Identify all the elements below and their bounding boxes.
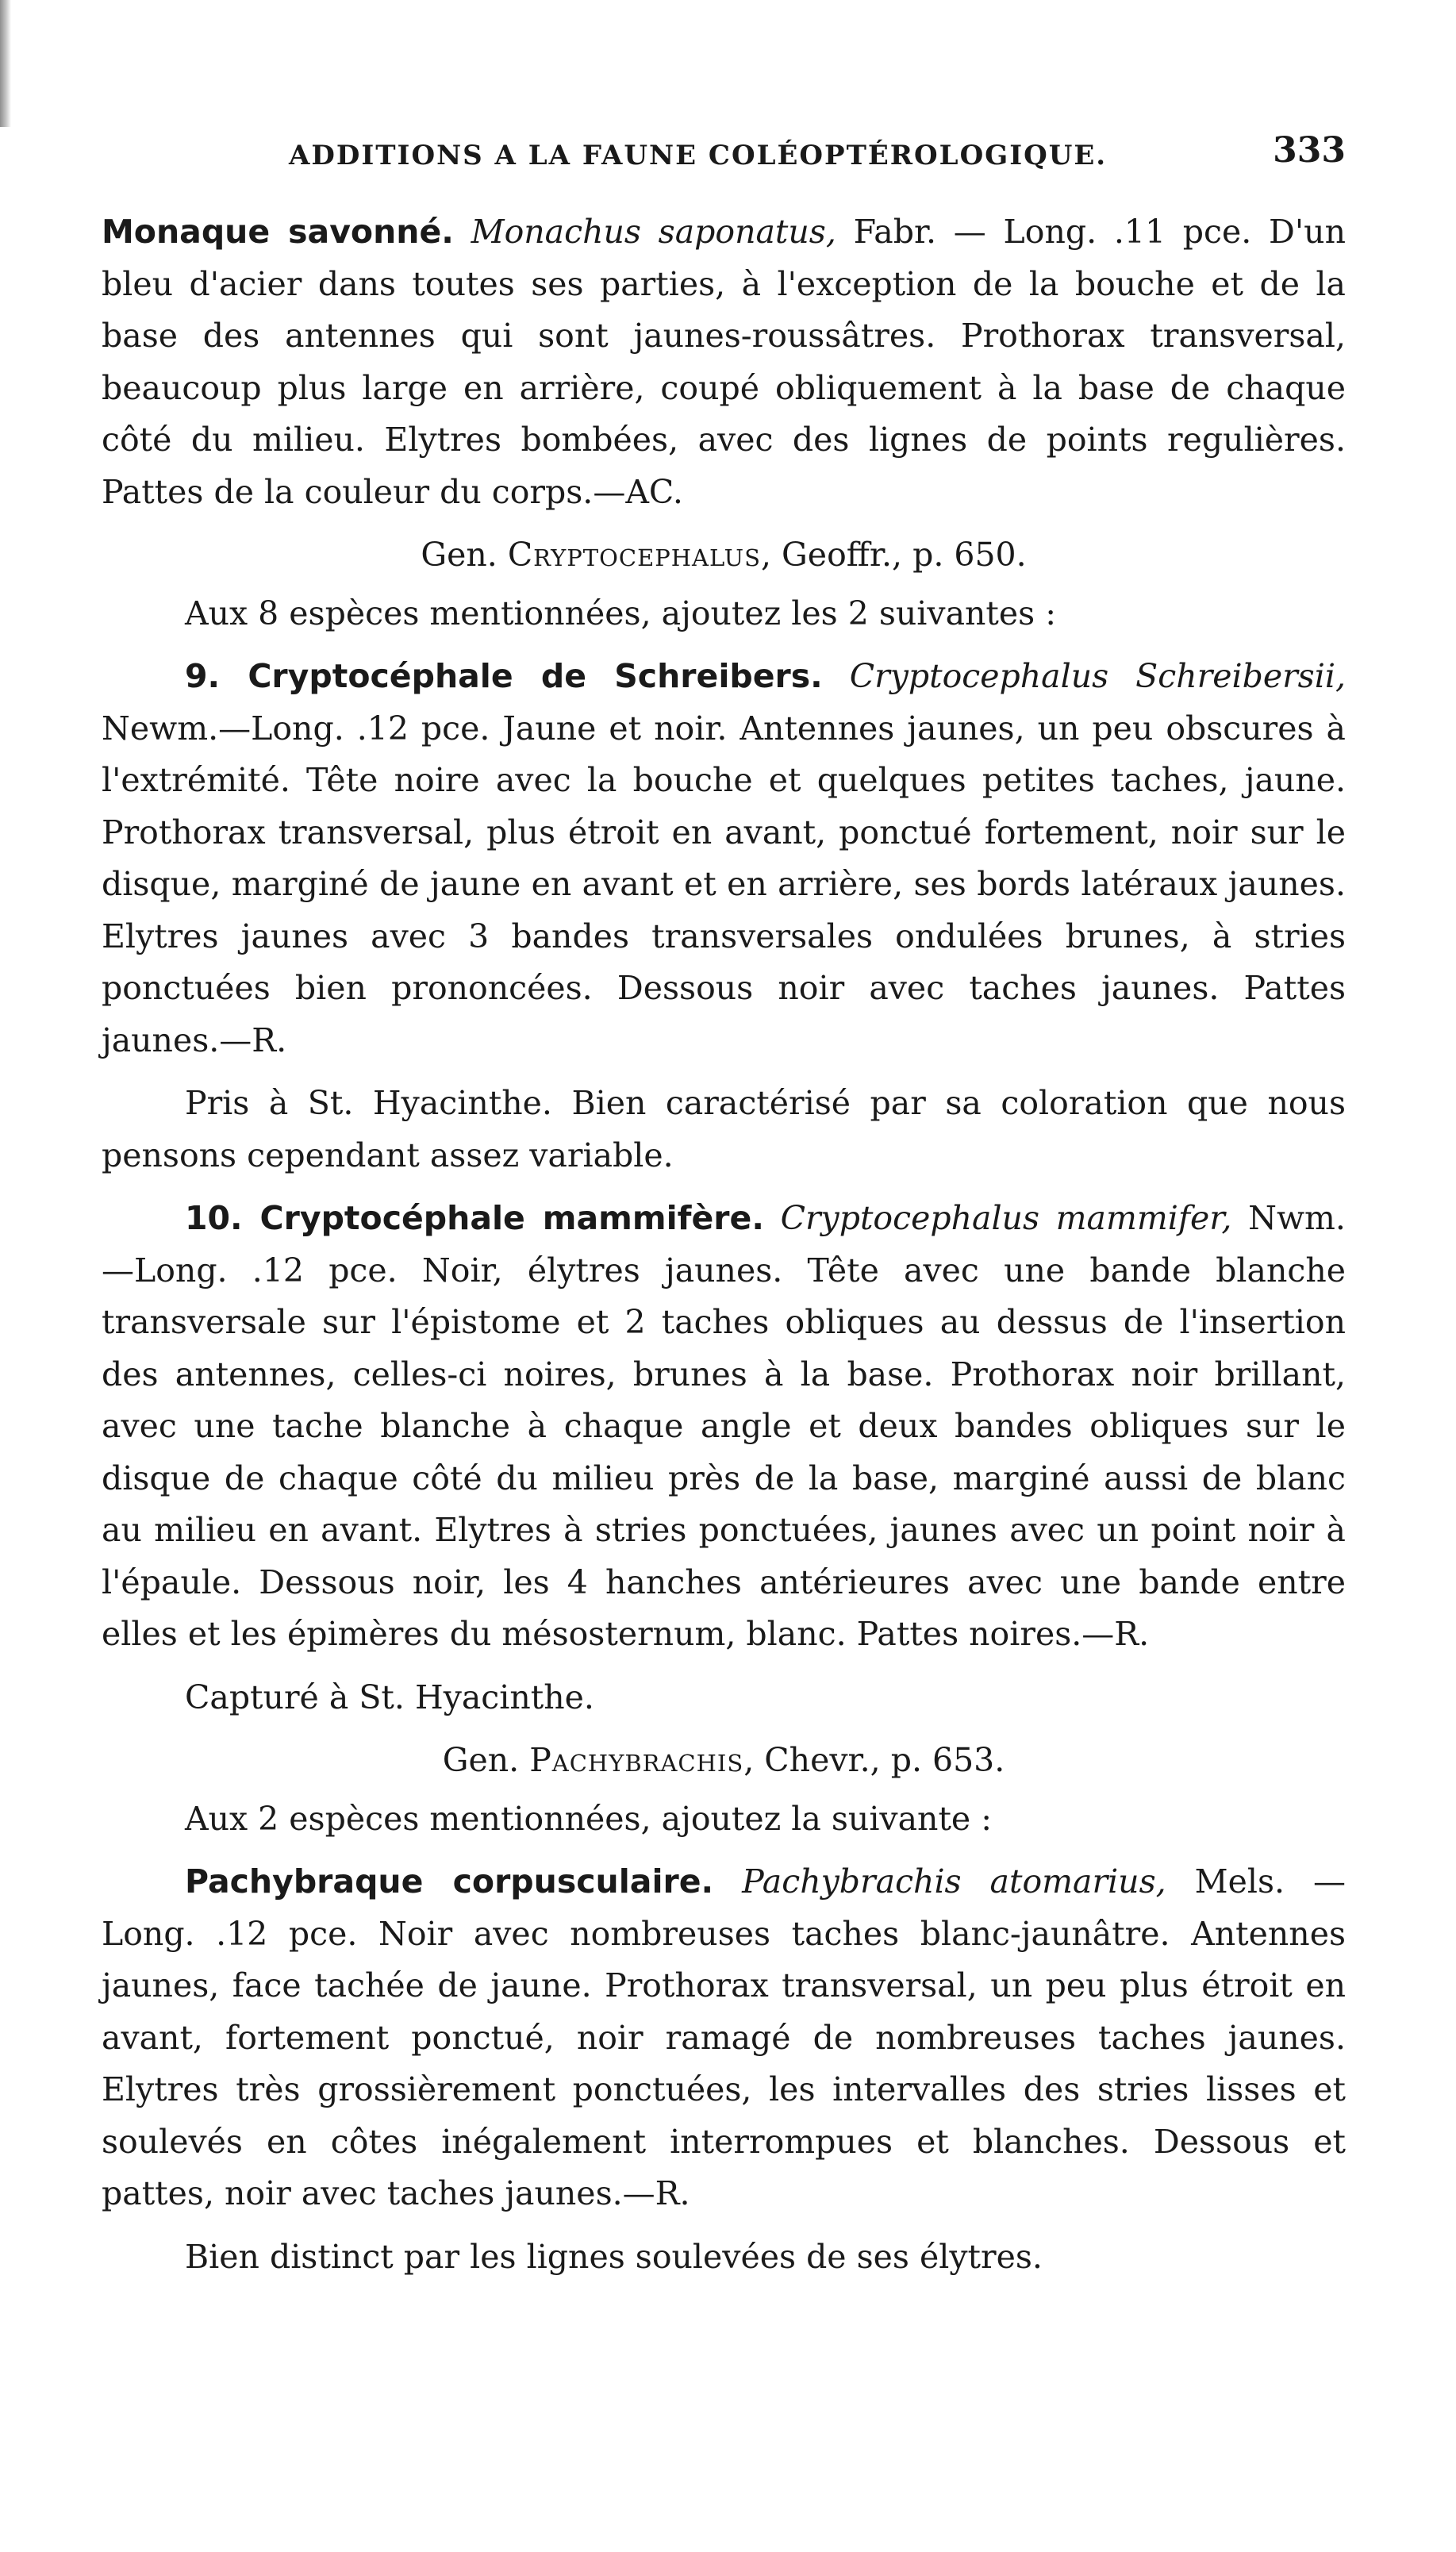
note-mammifere: Capturé à St. Hyacinthe. xyxy=(185,1678,594,1716)
species-description: Mels. —Long. .12 pce. Noir avec nombreuses taches blanc-jaunâtre. Antennes jaunes, face tachée de jaune. Prothorax transversal, un peu plus étroit en avant, fortement ponctué, noir ramagé de nombreuses taches jaunes. Elytres très grossièrement ponctuées, les intervalles des stries lisses et soulevés en côtes inégalement interrompues et blanches. Dessous et pattes, noir avec taches jaunes.—R. xyxy=(102,1862,1346,2212)
species-name: Monaque savonné. xyxy=(102,213,454,251)
species-description: Newm.—Long. .12 pce. Jaune et noir. Antennes jaunes, un peu obscures à l'extrémité. Tête noire avec la bouche et quelques petites taches, jaune. Prothorax transversal, plus étroit en avant, ponctué fortement, noir sur le disque, marginé de jaune en avant et en arrière, ses bords latéraux jaunes. Elytres jaunes avec 3 bandes transversales ondulées brunes, à stries ponctuées bien prononcées. Dessous noir avec taches jaunes. Pattes jaunes.—R. xyxy=(102,709,1346,1059)
page-number: 333 xyxy=(1273,130,1346,171)
genus-suffix: , Geoffr., p. 650. xyxy=(760,536,1027,574)
latin-name: Cryptocephalus Schreibersii, xyxy=(849,657,1346,695)
genus-cryptocephalus xyxy=(102,529,1346,582)
genus-prefix: Gen. xyxy=(442,1741,530,1779)
species-name: Pachybraque corpusculaire. xyxy=(185,1862,714,1901)
genus-pachybrachis xyxy=(102,1735,1346,1787)
latin-name: Pachybrachis atomarius, xyxy=(742,1862,1166,1901)
latin-name: Monachus saponatus, xyxy=(471,213,836,251)
entry-pachybraque-corpusculaire xyxy=(102,1856,1346,2220)
intro-pachybrachis: Aux 2 espèces mentionnées, ajoutez la suivante : xyxy=(185,1799,993,1838)
latin-name: Cryptocephalus mammifer, xyxy=(780,1199,1232,1237)
species-description: Fabr. — Long. .11 pce. D'un bleu d'acier dans toutes ses parties, à l'exception de la bouche et de la base des antennes qui sont jaunes-roussâtres. Prothorax transversal, beaucoup plus large en arrière, coupé obliquement à la base de chaque côté du milieu. Elytres bombées, avec des lignes de points regulières. Pattes de la couleur du corps.—AC. xyxy=(102,213,1346,511)
entry-cryptocephale-mammifere xyxy=(102,1193,1346,1661)
genus-suffix: , Chevr., p. 653. xyxy=(743,1741,1005,1779)
note-pachybraque: Bien distinct par les lignes soulevées de ses élytres. xyxy=(185,2237,1043,2276)
species-name: 9. Cryptocéphale de Schreibers. xyxy=(185,657,823,695)
genus-prefix: Gen. xyxy=(421,536,508,574)
running-title: ADDITIONS A LA FAUNE COLÉOPTÉROLOGIQUE. xyxy=(289,140,1108,171)
species-description: Nwm.—Long. .12 pce. Noir, élytres jaunes. Tête avec une bande blanche transversale sur l'épistome et 2 taches obliques au dessus de l'insertion des antennes, celles-ci noires, brunes à la base. Prothorax noir brillant, avec une tache blanche à chaque angle et deux bandes obliques sur le disque de chaque côté du milieu près de la base, marginé aussi de blanc au milieu en avant. Elytres à stries ponctuées, jaunes avec un point noir à l'épaule. Dessous noir, les 4 hanches antérieures avec une bande entre elles et les épimères du mésosternum, blanc. Pattes noires.—R. xyxy=(102,1199,1346,1653)
scan-edge-mark xyxy=(0,0,11,127)
page-body xyxy=(102,119,1346,2294)
species-name: 10. Cryptocéphale mammifère. xyxy=(185,1199,764,1237)
entry-cryptocephale-schreibers xyxy=(102,651,1346,1067)
intro-cryptocephalus: Aux 8 espèces mentionnées, ajoutez les 2 suivantes : xyxy=(185,594,1057,632)
genus-name: Pachybrachis xyxy=(529,1741,744,1779)
note-schreibers: Pris à St. Hyacinthe. Bien caractérisé par sa coloration que nous pensons cependant assez variable. xyxy=(102,1084,1346,1174)
running-head xyxy=(102,119,1346,175)
genus-name: Cryptocephalus xyxy=(507,536,761,574)
entry-monaque-savonne xyxy=(102,206,1346,518)
